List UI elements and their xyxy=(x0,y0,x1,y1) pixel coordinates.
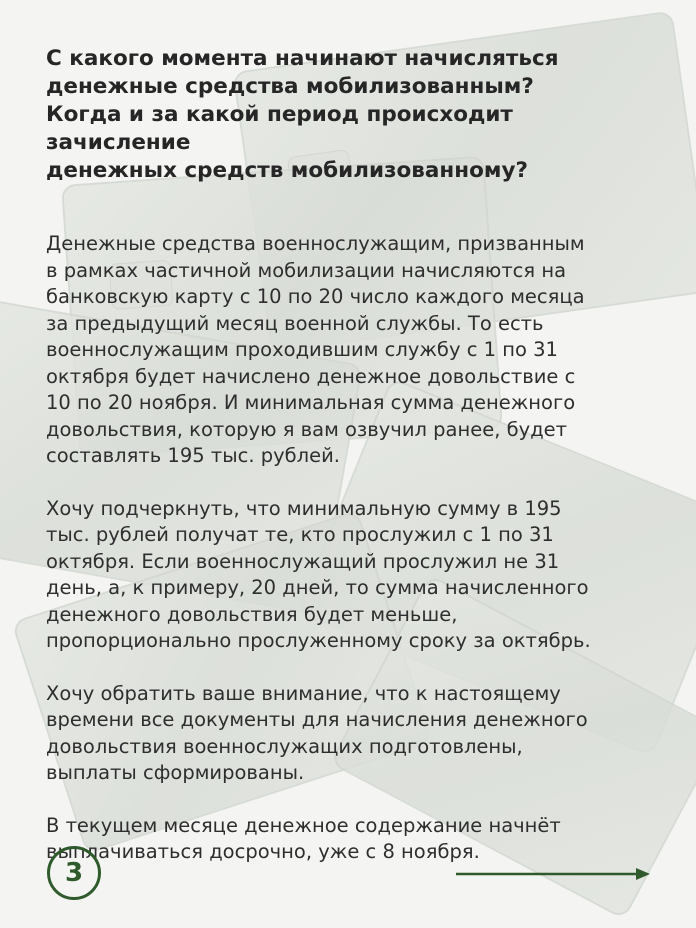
paragraph-documents-ready: Хочу обратить ваше внимание, что к настоящему времени все документы для начисления денежного довольствия военнослужащих подготовлены, выплаты сформированы. xyxy=(46,681,588,784)
article-heading: С какого момента начинают начисляться денежные средства мобилизованным? Когда и за какой период происходит зачисление денежных средств мобилизованному? xyxy=(46,46,559,183)
page-number: 3 xyxy=(64,858,84,888)
arrow-right-icon[interactable] xyxy=(456,866,650,882)
paragraph-minimum-sum: Хочу подчеркнуть, что минимальную сумму в 195 тыс. рублей получат те, кто прослужил с 1 по 31 октября. Если военнослужащий прослужил не 31 день, а, к примеру, 20 дней, то сумма начисленного денежного довольствия будет меньше, пропорционально прослуженному сроку за октябрь. xyxy=(46,496,591,652)
paragraph-early-payment: В текущем месяце денежное содержание начнёт выплачиваться досрочно, уже с 8 ноября. xyxy=(46,813,561,863)
paragraph-payment-schedule: Денежные средства военнослужащим, призванным в рамках частичной мобилизации начисляются на банковскую карту с 10 по 20 число каждого месяца за предыдущий месяц военной службы. То есть военнослужащим проходившим службу с 1 по 31 октября будет начислено денежное довольствие с 10 по 20 ноября. И минимальная сумма денежного довольствия, которую я вам озвучил ранее, будет составлять 195 тыс. рублей. xyxy=(46,232,585,467)
page-number-badge xyxy=(47,846,101,900)
article-content xyxy=(46,45,656,866)
